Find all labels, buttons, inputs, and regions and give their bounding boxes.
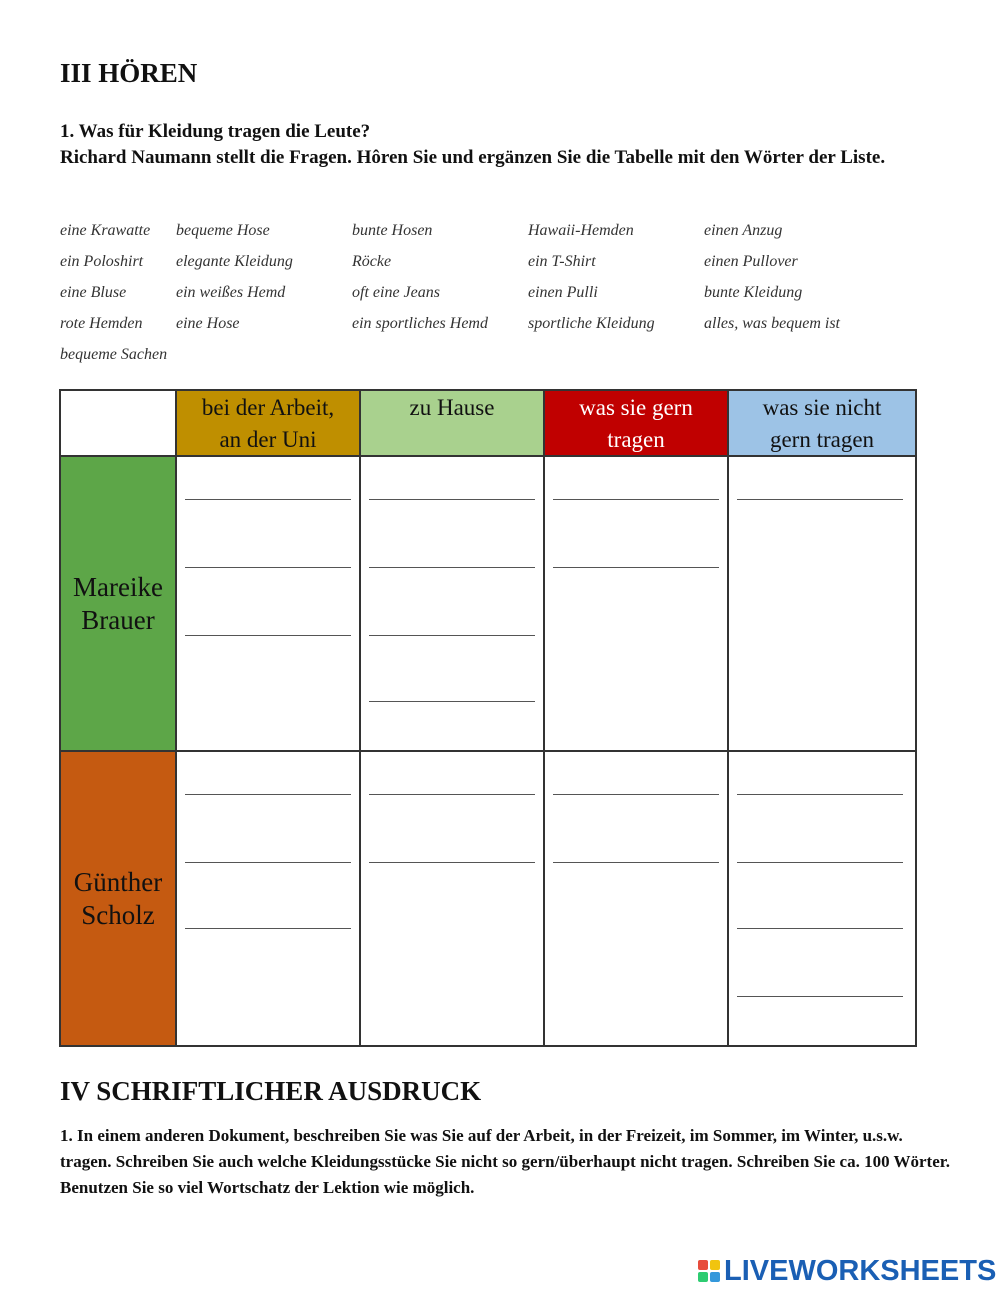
word-item: alles, was bequem ist — [704, 315, 840, 332]
answer-blank[interactable] — [737, 794, 903, 795]
person-first-name: Mareike — [73, 571, 163, 602]
answer-blank[interactable] — [185, 862, 351, 863]
answer-cell-guenther-arbeit — [176, 751, 360, 1046]
word-item: ein Poloshirt — [60, 253, 144, 270]
answer-blank[interactable] — [185, 928, 351, 929]
word-item: eine Hose — [176, 315, 240, 332]
header-gern-line2: tragen — [607, 427, 665, 452]
answer-cell-guenther-nicht-gern — [728, 751, 916, 1046]
answer-blank[interactable] — [553, 567, 719, 568]
answer-blank[interactable] — [369, 499, 535, 500]
word-item: ein weißes Hemd — [176, 284, 286, 301]
instruction-task: Richard Naumann stellt die Fragen. Hôren Sie und ergänzen Sie die Tabelle mit den Wörter der Liste. — [60, 147, 886, 168]
answer-blank[interactable] — [369, 862, 535, 863]
word-item: einen Pulli — [528, 284, 598, 301]
header-empty-cell — [60, 390, 176, 456]
word-item: bunte Kleidung — [704, 284, 803, 301]
word-item: bunte Hosen — [352, 222, 433, 239]
answer-blank[interactable] — [737, 499, 903, 500]
word-item: einen Anzug — [704, 222, 783, 239]
answer-blank[interactable] — [737, 862, 903, 863]
answer-blank[interactable] — [185, 794, 351, 795]
answer-blank[interactable] — [369, 701, 535, 702]
answer-blank[interactable] — [553, 794, 719, 795]
header-zu-hause — [360, 390, 544, 456]
person-last-name: Brauer — [81, 604, 155, 635]
word-item: eine Krawatte — [60, 222, 151, 239]
word-item: sportliche Kleidung — [528, 315, 655, 332]
header-arbeit-line2: an der Uni — [219, 427, 317, 452]
person-first-name: Günther — [73, 866, 163, 897]
header-arbeit-line1: bei der Arbeit, — [201, 395, 335, 420]
answer-cell-guenther-hause — [360, 751, 544, 1046]
answer-blank[interactable] — [185, 635, 351, 636]
listening-instructions — [60, 119, 940, 171]
word-item: ein sportliches Hemd — [352, 315, 488, 332]
answer-blank[interactable] — [185, 567, 351, 568]
answer-cell-mareike-gern — [544, 456, 728, 751]
answer-cell-mareike-arbeit — [176, 456, 360, 751]
header-gern-tragen — [544, 390, 728, 456]
answer-blank[interactable] — [553, 499, 719, 500]
word-item: einen Pullover — [704, 253, 798, 270]
word-item: ein T-Shirt — [528, 253, 596, 270]
word-item: Röcke — [352, 253, 392, 270]
header-nicht-line2: gern tragen — [769, 427, 875, 452]
word-item: eine Bluse — [60, 284, 127, 301]
person-name-guenther — [60, 751, 176, 1046]
answer-cell-mareike-hause — [360, 456, 544, 751]
answer-blank[interactable] — [369, 635, 535, 636]
clothing-table — [59, 389, 917, 1047]
word-item: Hawaii-Hemden — [528, 222, 634, 239]
answer-blank[interactable] — [737, 928, 903, 929]
header-gern-line1: was sie gern — [579, 395, 693, 420]
writing-task: 1. In einem anderen Dokument, beschreiben Sie was Sie auf der Arbeit, in der Freizeit, im Sommer, im Winter, u.s.w. tragen. Schreiben Sie auch welche Kleidungsstücke Sie nicht so gern/überhaupt nicht tragen. Schreiben Sie ca. 100 Wörter. Benutzen Sie so viel Wortschatz der Lektion wie möglich. — [60, 1126, 950, 1197]
table-header-row — [60, 390, 916, 456]
person-name-mareike — [60, 456, 176, 751]
word-item: bequeme Sachen — [60, 346, 168, 363]
table-row-mareike — [60, 456, 916, 751]
answer-cell-mareike-nicht-gern — [728, 456, 916, 751]
word-item: bequeme Hose — [176, 222, 270, 239]
header-nicht-gern-tragen — [728, 390, 916, 456]
answer-blank[interactable] — [369, 794, 535, 795]
header-nicht-line1: was sie nicht — [762, 395, 882, 420]
person-last-name: Scholz — [81, 899, 155, 930]
word-item: elegante Kleidung — [176, 253, 293, 270]
word-item: oft eine Jeans — [352, 284, 440, 301]
liveworksheets-logo — [698, 1254, 996, 1288]
answer-blank[interactable] — [185, 499, 351, 500]
header-hause-line1: zu Hause — [409, 395, 495, 420]
table-row-guenther — [60, 751, 916, 1046]
word-item: rote Hemden — [60, 315, 143, 332]
header-arbeit — [176, 390, 360, 456]
logo-text: LIVEWORKSHEETS — [724, 1254, 997, 1287]
answer-cell-guenther-gern — [544, 751, 728, 1046]
instruction-question: 1. Was für Kleidung tragen die Leute? — [60, 121, 371, 142]
logo-blocks-icon — [698, 1260, 720, 1282]
answer-blank[interactable] — [553, 862, 719, 863]
section-title-ausdruck: IV SCHRIFTLICHER AUSDRUCK — [60, 1076, 482, 1106]
answer-blank[interactable] — [737, 996, 903, 997]
section-title-hoeren: III HÖREN — [60, 58, 198, 88]
answer-blank[interactable] — [369, 567, 535, 568]
